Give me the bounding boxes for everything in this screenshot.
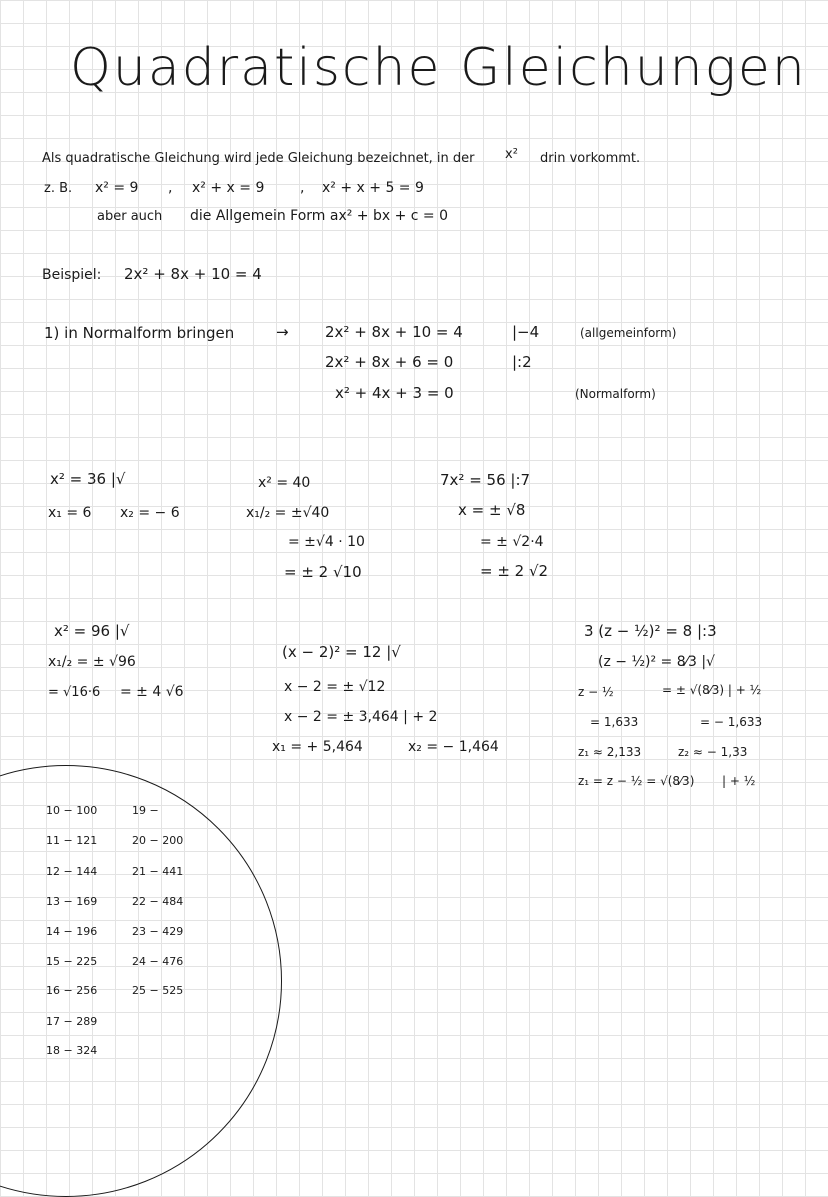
step1-note3: (Normalform) xyxy=(575,387,656,401)
ex-f-line1: 3 (z − ½)² = 8 |:3 xyxy=(584,622,717,640)
ex-a-line1: x² = 36 |√ xyxy=(50,470,126,488)
square-item: 22 − 484 xyxy=(132,895,184,908)
ex-e-x1: x₁ = + 5,464 xyxy=(272,739,363,755)
ex-f-line4b: = − 1,633 xyxy=(700,715,763,729)
examples-label: z. B. xyxy=(44,181,73,196)
square-item: 14 − 196 xyxy=(46,925,98,938)
ex-d-line1: x² = 96 |√ xyxy=(54,622,130,640)
squares-circle xyxy=(0,765,282,1197)
ex-e-x2: x₂ = − 1,464 xyxy=(408,739,499,755)
square-item: 10 − 100 xyxy=(46,804,98,817)
ex-f-line2: (z − ½)² = 8⁄3 |√ xyxy=(598,654,715,670)
square-item: 15 − 225 xyxy=(46,955,98,968)
step1-op2: |:2 xyxy=(512,353,532,371)
intro-line: Als quadratische Gleichung wird jede Gleichung bezeichnet, in der xyxy=(42,151,475,166)
square-item: 16 − 256 xyxy=(46,984,98,997)
separator: , xyxy=(300,180,305,196)
ex-f-line4a: = 1,633 xyxy=(590,715,639,729)
example-equation: x² + x = 9 xyxy=(192,180,265,196)
step1-op1: |−4 xyxy=(512,323,540,341)
ex-f-line6b: | + ½ xyxy=(722,774,756,788)
ex-f-line5b: z₂ ≈ − 1,33 xyxy=(678,745,748,759)
square-item: 20 − 200 xyxy=(132,834,184,847)
ex-e-line3: x − 2 = ± 3,464 | + 2 xyxy=(284,709,438,725)
intro-x-squared: x² xyxy=(505,147,518,162)
ex-c-line2: x = ± √8 xyxy=(458,501,526,519)
square-item: 21 − 441 xyxy=(132,865,184,878)
square-item: 23 − 429 xyxy=(132,925,184,938)
ex-f-line6a: z₁ = z − ½ = √(8⁄3) xyxy=(578,774,695,788)
ex-e-line2: x − 2 = ± √12 xyxy=(284,679,386,695)
example-equation: x² + x + 5 = 9 xyxy=(322,180,424,196)
ex-b-line4: = ± 2 √10 xyxy=(284,563,362,581)
ex-c-line3: = ± √2·4 xyxy=(480,534,544,550)
ex-f-line5a: z₁ ≈ 2,133 xyxy=(578,745,642,759)
square-item: 19 − xyxy=(132,804,159,817)
general-form: die Allgemein Form ax² + bx + c = 0 xyxy=(190,208,449,224)
ex-b-line2: x₁/₂ = ±√40 xyxy=(246,505,330,521)
ex-d-line3a: = √16·6 xyxy=(48,685,101,700)
ex-c-line1: 7x² = 56 |:7 xyxy=(440,471,531,489)
ex-b-line3: = ±√4 · 10 xyxy=(288,534,365,550)
step1-eq2: 2x² + 8x + 6 = 0 xyxy=(325,353,454,371)
beispiel-equation: 2x² + 8x + 10 = 4 xyxy=(124,265,262,283)
ex-a-x1: x₁ = 6 xyxy=(48,505,92,521)
square-item: 24 − 476 xyxy=(132,955,184,968)
square-item: 17 − 289 xyxy=(46,1015,98,1028)
step1-eq1: 2x² + 8x + 10 = 4 xyxy=(325,323,463,341)
also-text: aber auch xyxy=(97,209,163,224)
example-equation: x² = 9 xyxy=(95,180,139,196)
intro-line-end: drin vorkommt. xyxy=(540,151,641,166)
separator: , xyxy=(168,180,173,196)
ex-a-x2: x₂ = − 6 xyxy=(120,505,180,521)
step1-label: 1) in Normalform bringen xyxy=(44,324,235,342)
ex-f-line3a: z − ½ xyxy=(578,685,614,699)
square-item: 12 − 144 xyxy=(46,865,98,878)
step1-eq3: x² + 4x + 3 = 0 xyxy=(335,384,454,402)
ex-d-line3b: = ± 4 √6 xyxy=(120,684,184,700)
ex-e-line1: (x − 2)² = 12 |√ xyxy=(282,643,401,661)
square-item: 11 − 121 xyxy=(46,834,98,847)
ex-c-line4: = ± 2 √2 xyxy=(480,562,549,580)
page-title: Quadratische Gleichungen xyxy=(70,38,807,98)
step1-note1: (allgemeinform) xyxy=(580,326,677,340)
square-item: 18 − 324 xyxy=(46,1044,98,1057)
square-item: 13 − 169 xyxy=(46,895,98,908)
beispiel-label: Beispiel: xyxy=(42,267,102,283)
ex-f-line3b: = ± √(8⁄3) | + ½ xyxy=(662,683,762,697)
ex-d-line2: x₁/₂ = ± √96 xyxy=(48,654,136,670)
ex-b-line1: x² = 40 xyxy=(258,475,311,491)
arrow-icon: → xyxy=(276,323,289,341)
square-item: 25 − 525 xyxy=(132,984,184,997)
